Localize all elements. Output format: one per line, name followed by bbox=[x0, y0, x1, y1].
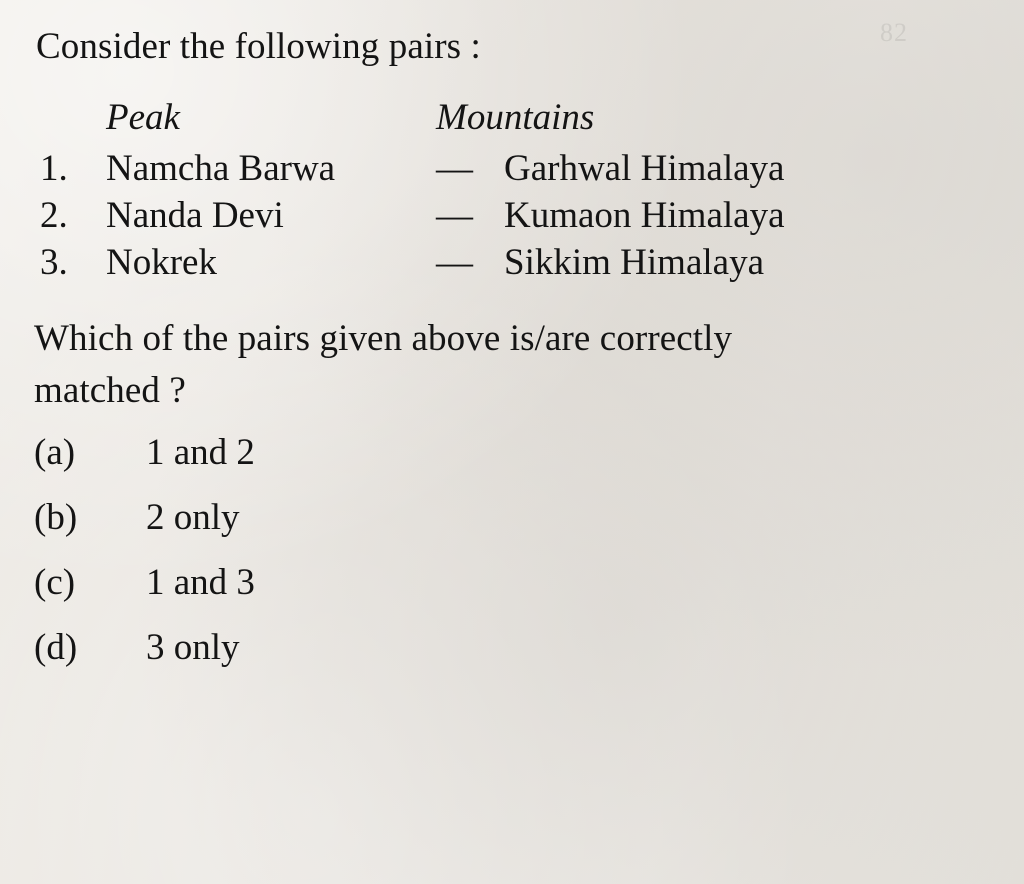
row-dash: — bbox=[436, 195, 473, 237]
row-number: 2. bbox=[40, 195, 68, 237]
table-row bbox=[40, 145, 976, 192]
option-b[interactable] bbox=[34, 496, 976, 538]
row-dash: — bbox=[436, 147, 473, 189]
pairs-table-header bbox=[40, 96, 976, 139]
header-spacer bbox=[40, 96, 106, 139]
table-row bbox=[40, 192, 976, 239]
column-header-mountains: Mountains bbox=[436, 96, 595, 138]
question-stem: Consider the following pairs : bbox=[36, 26, 481, 67]
table-row bbox=[40, 239, 976, 286]
option-c[interactable] bbox=[34, 561, 976, 603]
row-dash: — bbox=[436, 242, 473, 284]
answer-options bbox=[34, 431, 976, 668]
row-peak: Nokrek bbox=[106, 242, 217, 284]
pairs-table bbox=[40, 96, 976, 287]
option-c-label: (c) bbox=[34, 561, 76, 603]
option-b-text: 2 only bbox=[146, 496, 240, 538]
row-peak: Nanda Devi bbox=[106, 195, 284, 237]
row-number: 1. bbox=[40, 147, 68, 189]
option-d[interactable] bbox=[34, 626, 976, 668]
row-mountain: Kumaon Himalaya bbox=[504, 195, 785, 237]
question-prompt-line-2: matched ? bbox=[34, 370, 186, 412]
option-a[interactable] bbox=[34, 431, 976, 473]
option-a-label: (a) bbox=[34, 431, 76, 473]
option-d-text: 3 only bbox=[146, 626, 240, 668]
option-d-label: (d) bbox=[34, 626, 78, 668]
row-mountain: Garhwal Himalaya bbox=[504, 147, 785, 189]
column-header-peak: Peak bbox=[106, 96, 180, 138]
row-mountain: Sikkim Himalaya bbox=[504, 242, 764, 284]
question-prompt-line-1: Which of the pairs given above is/are correctly bbox=[34, 317, 733, 359]
row-number: 3. bbox=[40, 242, 68, 284]
row-peak: Namcha Barwa bbox=[106, 147, 336, 189]
option-c-text: 1 and 3 bbox=[146, 561, 255, 603]
option-b-label: (b) bbox=[34, 496, 78, 538]
option-a-text: 1 and 2 bbox=[146, 431, 255, 473]
bleed-through-artifact: 82 bbox=[880, 18, 908, 47]
question-prompt bbox=[34, 313, 976, 418]
